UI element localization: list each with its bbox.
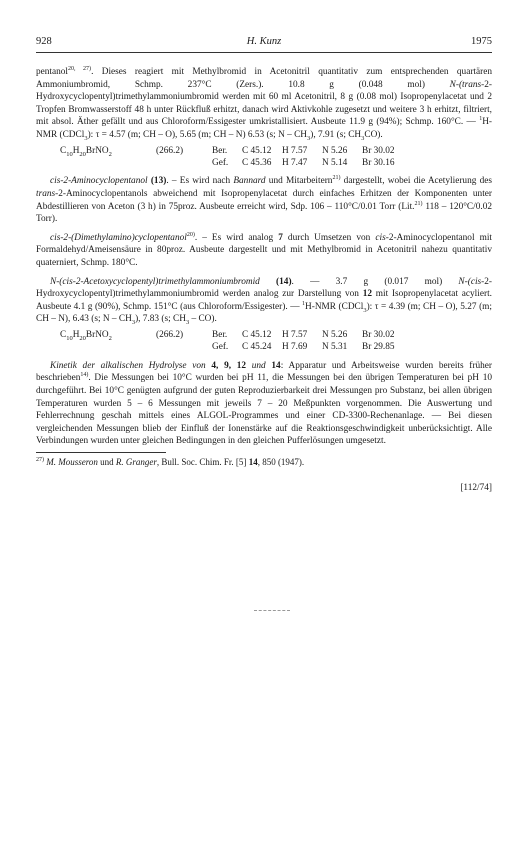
- found-carbon: C 45.24: [242, 342, 272, 353]
- end-divider: [254, 610, 290, 611]
- calc-carbon: C 45.12: [242, 329, 272, 340]
- found-bromine: Br 29.85: [362, 342, 395, 353]
- molecular-formula: $C_{10}H_{20}BrNO_2$: [60, 329, 112, 342]
- found-label: Gef.: [212, 157, 229, 168]
- calc-bromine: Br 30.02: [362, 145, 395, 156]
- molecular-weight: (266.2): [156, 329, 184, 340]
- analysis-found-row: [36, 341, 492, 353]
- elemental-analysis-1: [36, 145, 492, 170]
- found-nitrogen: N 5.31: [322, 342, 348, 353]
- page-year: 1975: [471, 36, 492, 47]
- found-hydrogen: H 7.69: [282, 342, 308, 353]
- calc-nitrogen: N 5.26: [322, 329, 348, 340]
- found-bromine: Br 30.16: [362, 157, 395, 168]
- paragraph-aminocyclopentanol: cis-2-Aminocyclopentanol (13). – Es wird nach Bannard und Mitarbeitern$^{21)}$ dargestellt, wobei die Acetylierung des trans-2-Aminocyclopentanols abweichend mit Isopropenylacetat durch einfaches Erhitzen der Komponenten unter Abdestillieren von Aceton (3 h) in 75proz. Ausbeute erreicht wird, Sdp. 106 – 110°C/0.01 Torr (Lit.$^{21)}$ 118 – 120°C/0.02 Torr).: [36, 175, 492, 225]
- page-body: [36, 66, 492, 494]
- paragraph-cis-acetoxy-prep: N-(cis-2-Acetoxycyclopentyl)trimethylammoniumbromid (14). — 3.7 g (0.017 mol) N-(cis-2-Hydroxycyclopentyl)trimethylammoniumbromid werden analog zur Darstellung von 12 mit Isopropenylacetat acyliert. Ausbeute 4.1 g (90%), Schmp. 151°C (aus Chloroform/Essigester). — $^1$H-NMR (CDCl$_3$): τ = 4.39 (m; CH – O), 5.27 (m; CH – N), 6.43 (s; N – $CH_3$), 7.83 (s; $CH_3 - CO$).: [36, 276, 492, 327]
- paragraph-kinetics: Kinetik der alkalischen Hydrolyse von 4, 9, 12 und 14: Apparatur und Arbeitsweise wurden bereits früher beschrieben$^{14)}$. Die Messungen bei 10°C wurden bei pH 11, die Messungen bei den übrigen Temperaturen bei pH 10 durchgeführt. Bei 10°C genügten aufgrund der guten Reproduzierbarkeit drei Messungen pro Substanz, bei allen übrigen Temperaturen wurden 5 – 6 Messungen mit jeweils 7 – 20 Meßpunkten vorgenommen. Die Auswertung und Fehlerrechnung geschah mittels eines ALGOL-Programmes und einer CD-3300-Rechenanlage. — Bei diesen vergleichenden Messungen blieb der Einfluß der Ionenstärke auf die Reaktionsgeschwindigkeit unberücksichtigt. Alle Verbindungen wurden unter gleichen Bedingungen in den gleichen Pufferlösungen umgesetzt.: [36, 360, 493, 447]
- header-rule: [36, 52, 492, 53]
- page-header: [36, 36, 492, 52]
- page-number: 928: [36, 36, 52, 47]
- calc-nitrogen: N 5.26: [322, 145, 348, 156]
- found-nitrogen: N 5.14: [322, 157, 348, 168]
- running-author: H. Kunz: [246, 36, 282, 47]
- molecular-formula: $C_{10}H_{20}BrNO_2$: [60, 145, 112, 158]
- journal-page: [36, 36, 493, 493]
- footnote-rule: [36, 452, 166, 453]
- calc-hydrogen: H 7.57: [282, 329, 308, 340]
- calculated-label: Ber.: [212, 329, 228, 340]
- found-label: Gef.: [212, 342, 229, 353]
- found-hydrogen: H 7.47: [282, 157, 308, 168]
- calc-carbon: C 45.12: [242, 145, 272, 156]
- analysis-calculated-row: [36, 145, 492, 157]
- calc-hydrogen: H 7.57: [282, 145, 308, 156]
- manuscript-code: [112/74]: [460, 482, 492, 493]
- paragraph-dimethylamino: cis-2-(Dimethylamino)cyclopentanol$^{20)}$. – Es wird analog 7 durch Umsetzen von cis-2-Aminocyclopentanol mit Formaldehyd/Ameisensäure in 80proz. Ausbeute dargestellt und mit Methylbromid in Acetonitril nahezu quantitativ quaterniert, Schmp. 180°C.: [36, 231, 492, 268]
- analysis-calculated-row: [36, 329, 492, 341]
- analysis-found-row: [36, 157, 492, 169]
- calc-bromine: Br 30.02: [362, 329, 395, 340]
- footnote-27: $^{27)}$ M. Mousseron und R. Granger, Bull. Soc. Chim. Fr. [5] 14, 850 (1947).: [36, 456, 305, 467]
- molecular-weight: (266.2): [156, 145, 184, 156]
- found-carbon: C 45.36: [242, 157, 272, 168]
- calculated-label: Ber.: [212, 145, 228, 156]
- paragraph-trans-acetoxy-prep: pentanol$^{20, 27)}$. Dieses reagiert mit Methylbromid in Acetonitril quantitativ zum entsprechenden quartären Ammoniumbromid, Schmp. 237°C (Zers.). 10.8 g (0.048 mol) N-(trans-2-Hydroxycyclopentyl)trimethylammoniumbromid werden mit 60 ml Acetonitril, 8 g (0.08 mol) Isopropenylacetat und 2 Tropfen Bromwasserstoff 48 h unter Rückfluß erhitzt, danach wird Aktivkohle zugesetzt und weitere 3 h erhitzt, filtriert, mit absol. Äther gefällt und aus Chloroform/Essigester umkristallisiert. Ausbeute 11.9 g (94%); Schmp. 160°C. — $^1$H-NMR (CDCl$_3$): τ = 4.57 (m; CH – O), 5.65 (m; CH – N) 6.53 (s; N – $CH_3$), 7.91 (s; $CH_3CO$).: [36, 65, 492, 142]
- elemental-analysis-2: [36, 329, 492, 354]
